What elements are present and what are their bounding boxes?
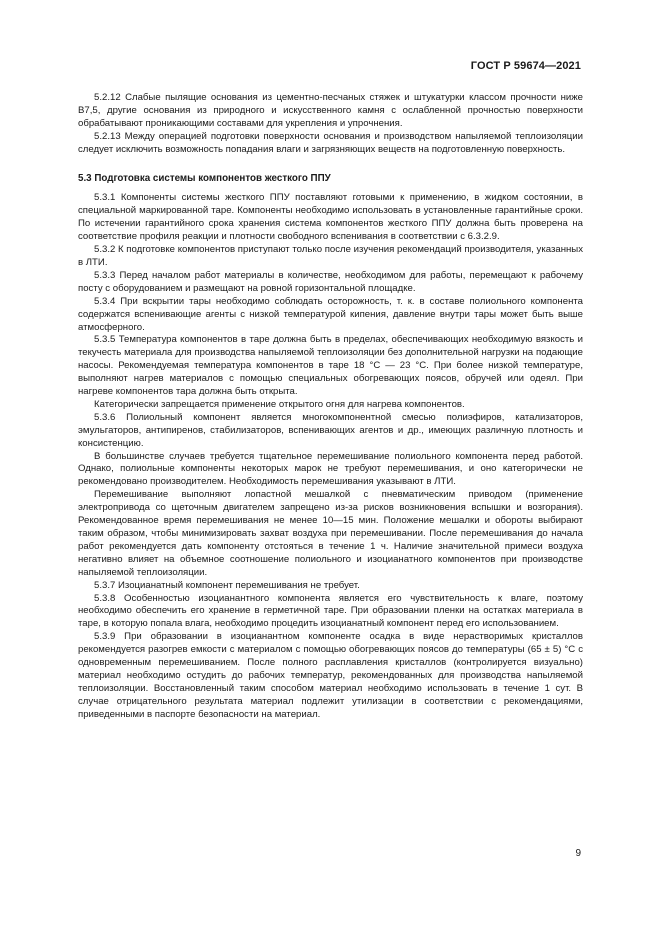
paragraph-open-fire-warning: Категорически запрещается применение открытого огня для нагрева компонентов.: [94, 398, 465, 410]
paragraph-5-3-8: 5.3.8 Особенностью изоцианантного компонента является его чувствительность к влаге, поэтому необходимо обеспечить его хранение в герметичной таре. При образовании пленки на остатках материала в таре, в которую попала влага, необходимо процедить изоцианатный компонент перед его использованием.: [78, 592, 583, 630]
section-title-5-3: 5.3 Подготовка системы компонентов жесткого ППУ: [78, 172, 331, 184]
paragraph-5-3-1: 5.3.1 Компоненты системы жесткого ППУ поставляют готовыми к применению, в жидком состоянии, в специальной маркированной таре. Компоненты необходимо использовать в установленные гарантийные сроки. По истечении гарантийного срока хранения система компонентов жесткого ППУ должна быть проверена на соответствие профиля реакции и плотности свободного вспенивания в соответствии с 6.3.2.9.: [78, 192, 583, 243]
paragraph-5-3-7: 5.3.7 Изоцианатный компонент перемешивания не требует.: [94, 579, 360, 591]
standard-header: ГОСТ Р 59674—2021: [470, 60, 581, 72]
paragraph-5-3-9: 5.3.9 При образовании в изоцианантном компоненте осадка в виде нерастворимых кристаллов рекомендуется разогрев емкости с материалом с помощью обогревающих поясов до температуры (65 ± 5) °С с одновременным перемешиванием. После полного расплавления кристаллов (контролируется визуально) материал необходимо остудить до рабочих температур, рекомендованных для производства напыляемой теплоизоляции. Восстановленный таким способом материал необходимо использовать в течение 1 сут. В случае отрицательного результата материал подлежит утилизации в соответствии с рекомендациями, приведенными в паспорте безопасности на материал.: [78, 631, 583, 720]
paragraph-5-3-4: 5.3.4 При вскрытии тары необходимо соблюдать осторожность, т. к. в составе полиольного компонента содержатся вспенивающие агенты с низкой температурой кипения, давление внутри тары может быть выше атмосферного.: [78, 295, 583, 333]
document-body: [78, 92, 583, 722]
page-number: 9: [575, 848, 581, 859]
paragraph-5-3-2: 5.3.2 К подготовке компонентов приступают только после изучения рекомендаций производителя, указанных в ЛТИ.: [78, 244, 583, 268]
paragraph-5-2-12: 5.2.12 Слабые пылящие основания из цементно-песчаных стяжек и штукатурки классом прочности ниже В7,5, другие основания из природного и искусственного камня с ослабленной прочностью поверхности обрабатывают проникающими составами для укрепления и упрочнения.: [78, 92, 583, 129]
paragraph-5-3-6: 5.3.6 Полиольный компонент является многокомпонентной смесью полиэфиров, катализаторов, эмульгаторов, антипиренов, стабилизаторов, вспенивающих агентов и др., имеющих различную плотность и консистенцию.: [78, 411, 583, 449]
paragraph-5-2-13: 5.2.13 Между операцией подготовки поверхности основания и производством напыляемой теплоизоляции следует исключить возможность попадания влаги и загрязняющих веществ на подготовленную поверхность.: [78, 130, 583, 155]
paragraph-5-3-5: 5.3.5 Температура компонентов в таре должна быть в пределах, обеспечивающих необходимую вязкость и текучесть материала для производства напыляемой теплоизоляции без дополнительной нагрузки на подающие насосы. Рекомендуемая температура компонентов в таре 18 °С — 23 °С. При более низкой температуре, выполняют нагрев материалов с помощью специальных обогревающих поясов, обручей или одеял. При нагреве компонентов тара должна быть открыта.: [78, 334, 583, 398]
paragraph-mixing-requirement: В большинстве случаев требуется тщательное перемешивание полиольного компонента перед работой. Однако, полиольные компоненты некоторых марок не требуют перемешивания, и оно категорически не рекомендовано производителем. Необходимость перемешивания указывают в ЛТИ.: [78, 450, 583, 488]
paragraph-5-3-3: 5.3.3 Перед началом работ материалы в количестве, необходимом для работы, перемещают к рабочему посту с оборудованием и размещают на ровной горизонтальной площадке.: [78, 269, 583, 294]
paragraph-mixing-procedure: Перемешивание выполняют лопастной мешалкой с пневматическим приводом (применение электропривода со щеточным двигателем запрещено из-за рисков возникновения вспышки и возгорания). Рекомендованное время перемешивания не менее 10—15 мин. Положение мешалки и обороты выбирают таким образом, чтобы минимизировать захват воздуха при перемешивании. После перемешивания до начала работ рекомендуется дать компоненту отстояться в течение 1 ч. Наличие значительной примеси воздуха негативно влияет на объемное соотношение полиольного и изоцианатного компонентов при производстве напыляемой теплоизоляции.: [78, 489, 583, 578]
